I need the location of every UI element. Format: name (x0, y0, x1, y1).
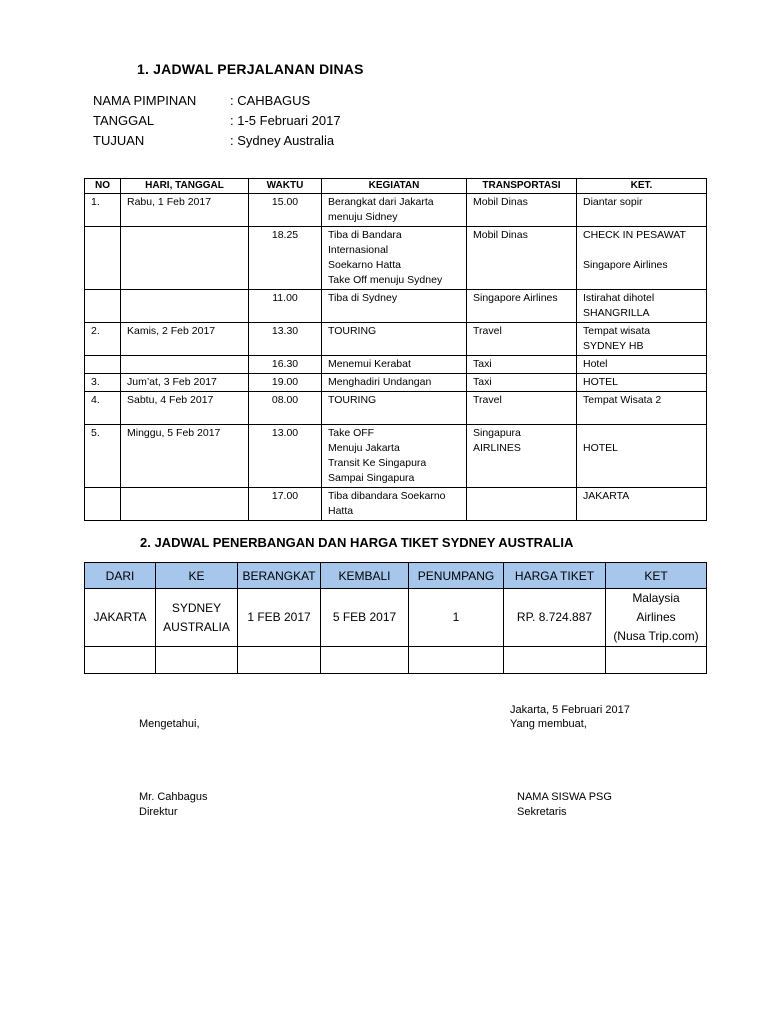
column-header: KET. (577, 179, 707, 194)
cell-line: Singapore Airlines (583, 259, 668, 271)
info-value: : Sydney Australia (230, 133, 335, 148)
cell-transport (467, 425, 577, 488)
cell-day: Minggu, 5 Feb 2017 (121, 425, 249, 488)
info-value: : CAHBAGUS (230, 93, 311, 108)
cell-note (577, 425, 707, 488)
table-row (85, 488, 707, 521)
cell-line (473, 489, 570, 504)
cell-transport (467, 227, 577, 290)
cell-no (85, 227, 121, 290)
cell-no (85, 356, 121, 374)
cell-no (85, 290, 121, 323)
cell-transport (467, 194, 577, 227)
cell-line: Berangkat dari Jakarta (328, 196, 434, 208)
place-date: Jakarta, 5 Februari 2017 (510, 704, 630, 716)
cell-line: Soekarno Hatta (328, 259, 401, 271)
table-row (85, 589, 707, 647)
cell-line: Mobil Dinas (473, 196, 528, 208)
cell-return: 5 FEB 2017 (321, 589, 409, 647)
empty-cell (321, 647, 409, 674)
travel-schedule-table (84, 178, 707, 521)
section-2-title: 2. JADWAL PENERBANGAN DAN HARGA TIKET SYDNEY AUSTRALIA (140, 535, 574, 550)
column-header: KEMBALI (321, 563, 409, 589)
cell-activity (322, 392, 467, 425)
cell-line: Menemui Kerabat (328, 358, 411, 370)
cell-line: (Nusa Trip.com) (613, 629, 699, 643)
column-header: PENUMPANG (409, 563, 504, 589)
info-label: NAMA PIMPINAN (93, 93, 197, 108)
cell-activity (322, 374, 467, 392)
cell-activity (322, 488, 467, 521)
cell-line: Singapura (473, 427, 521, 439)
cell-note (577, 356, 707, 374)
cell-line: AIRLINES (473, 442, 521, 454)
cell-note (577, 194, 707, 227)
column-header: HARGA TIKET (504, 563, 606, 589)
cell-line: Hatta (328, 505, 354, 517)
cell-line: Tiba dibandara Soekarno (328, 490, 446, 502)
cell-line: AUSTRALIA (163, 619, 230, 634)
cell-time: 13.30 (249, 323, 322, 356)
table-row (85, 356, 707, 374)
cell-day (121, 227, 249, 290)
cell-no: 3. (85, 374, 121, 392)
info-row-pimpinan (0, 93, 768, 109)
cell-line: Internasional (328, 244, 389, 256)
cell-transport (467, 374, 577, 392)
cell-line: Menghadiri Undangan (328, 376, 432, 388)
cell-note (577, 323, 707, 356)
cell-line: TOURING (328, 325, 377, 337)
empty-cell (409, 647, 504, 674)
cell-line: Singapore Airlines (473, 292, 558, 304)
cell-line: Malaysia (632, 591, 680, 605)
cell-time: 13.00 (249, 425, 322, 488)
cell-time: 17.00 (249, 488, 322, 521)
info-row-tanggal (0, 113, 768, 129)
left-signer-name: Mr. Cahbagus (139, 791, 208, 803)
section-1-title: 1. JADWAL PERJALANAN DINAS (137, 61, 364, 77)
cell-no: 4. (85, 392, 121, 425)
left-signer-title: Direktur (139, 806, 178, 818)
cell-line: Tempat Wisata 2 (583, 394, 662, 406)
cell-line: Taxi (473, 376, 492, 388)
cell-line: Take Off menuju Sydney (328, 274, 443, 286)
column-header: WAKTU (249, 179, 322, 194)
info-label: TUJUAN (93, 133, 145, 148)
cell-line: Transit Ke Singapura (328, 457, 427, 469)
cell-passengers: 1 (409, 589, 504, 647)
cell-note (577, 488, 707, 521)
cell-transport (467, 290, 577, 323)
table-row-empty (85, 647, 707, 674)
table-row (85, 227, 707, 290)
cell-line: TOURING (328, 394, 377, 406)
table-row (85, 392, 707, 425)
column-header: KEGIATAN (322, 179, 467, 194)
cell-line: Tiba di Sydney (328, 292, 398, 304)
cell-activity (322, 227, 467, 290)
empty-cell (85, 647, 156, 674)
cell-line: CHECK IN PESAWAT (583, 229, 686, 241)
cell-line: Taxi (473, 358, 492, 370)
table-header-row (85, 179, 707, 194)
table-row (85, 374, 707, 392)
table-row (85, 290, 707, 323)
left-intro: Mengetahui, (139, 718, 200, 730)
cell-transport (467, 392, 577, 425)
cell-activity (322, 290, 467, 323)
cell-no: 2. (85, 323, 121, 356)
cell-note (577, 290, 707, 323)
cell-note (577, 374, 707, 392)
cell-line: Mobil Dinas (473, 229, 528, 241)
flight-price-table (84, 562, 707, 674)
cell-time: 11.00 (249, 290, 322, 323)
cell-to (156, 589, 238, 647)
cell-no: 1. (85, 194, 121, 227)
table-row (85, 323, 707, 356)
schedule-body (85, 194, 707, 521)
cell-activity (322, 194, 467, 227)
cell-note (577, 392, 707, 425)
cell-time: 18.25 (249, 227, 322, 290)
cell-line: Tempat wisata (583, 325, 651, 337)
info-label: TANGGAL (93, 113, 155, 128)
cell-transport (467, 323, 577, 356)
cell-note (606, 589, 707, 647)
column-header: KET (606, 563, 707, 589)
cell-day (121, 488, 249, 521)
cell-time: 15.00 (249, 194, 322, 227)
cell-activity (322, 323, 467, 356)
cell-line: Take OFF (328, 427, 375, 439)
cell-line: HOTEL (583, 376, 619, 388)
cell-depart: 1 FEB 2017 (238, 589, 321, 647)
cell-line (583, 426, 700, 441)
table-row (85, 194, 707, 227)
column-header: BERANGKAT (238, 563, 321, 589)
column-header: NO (85, 179, 121, 194)
cell-day: Sabtu, 4 Feb 2017 (121, 392, 249, 425)
cell-line: menuju Sidney (328, 211, 398, 223)
cell-line (328, 408, 460, 423)
info-value: : 1-5 Februari 2017 (230, 113, 341, 128)
cell-line (583, 243, 700, 258)
right-signer-name: NAMA SISWA PSG (517, 791, 612, 803)
cell-note (577, 227, 707, 290)
table-row (85, 425, 707, 488)
cell-line: Menuju Jakarta (328, 442, 400, 454)
column-header: HARI, TANGGAL (121, 179, 249, 194)
empty-cell (504, 647, 606, 674)
cell-line: HOTEL (583, 442, 619, 454)
cell-day (121, 356, 249, 374)
cell-day: Kamis, 2 Feb 2017 (121, 323, 249, 356)
column-header: KE (156, 563, 238, 589)
cell-activity (322, 356, 467, 374)
cell-day: Jum’at, 3 Feb 2017 (121, 374, 249, 392)
column-header: DARI (85, 563, 156, 589)
empty-cell (606, 647, 707, 674)
cell-line: Tiba di Bandara (328, 229, 402, 241)
cell-transport (467, 488, 577, 521)
cell-no: 5. (85, 425, 121, 488)
cell-line: Hotel (583, 358, 608, 370)
cell-line: Diantar sopir (583, 196, 643, 208)
cell-line: SYDNEY (171, 600, 222, 615)
cell-transport (467, 356, 577, 374)
cell-line: Travel (473, 394, 502, 406)
cell-time: 08.00 (249, 392, 322, 425)
info-row-tujuan (0, 133, 768, 149)
cell-time: 16.30 (249, 356, 322, 374)
right-signer-title: Sekretaris (517, 806, 567, 818)
cell-line: JAKARTA (583, 490, 630, 502)
cell-line: Airlines (636, 610, 676, 624)
empty-cell (156, 647, 238, 674)
cell-price: RP. 8.724.887 (504, 589, 606, 647)
cell-from: JAKARTA (85, 589, 156, 647)
cell-no (85, 488, 121, 521)
cell-line: Sampai Singapura (328, 472, 415, 484)
empty-cell (238, 647, 321, 674)
cell-line: Travel (473, 325, 502, 337)
cell-activity (322, 425, 467, 488)
right-intro: Yang membuat, (510, 718, 587, 730)
table-header-row (85, 563, 707, 589)
cell-day: Rabu, 1 Feb 2017 (121, 194, 249, 227)
cell-line: SHANGRILLA (583, 307, 650, 319)
cell-line: Istirahat dihotel (583, 292, 655, 304)
column-header: TRANSPORTASI (467, 179, 577, 194)
cell-day (121, 290, 249, 323)
cell-line: SYDNEY HB (583, 340, 644, 352)
cell-time: 19.00 (249, 374, 322, 392)
